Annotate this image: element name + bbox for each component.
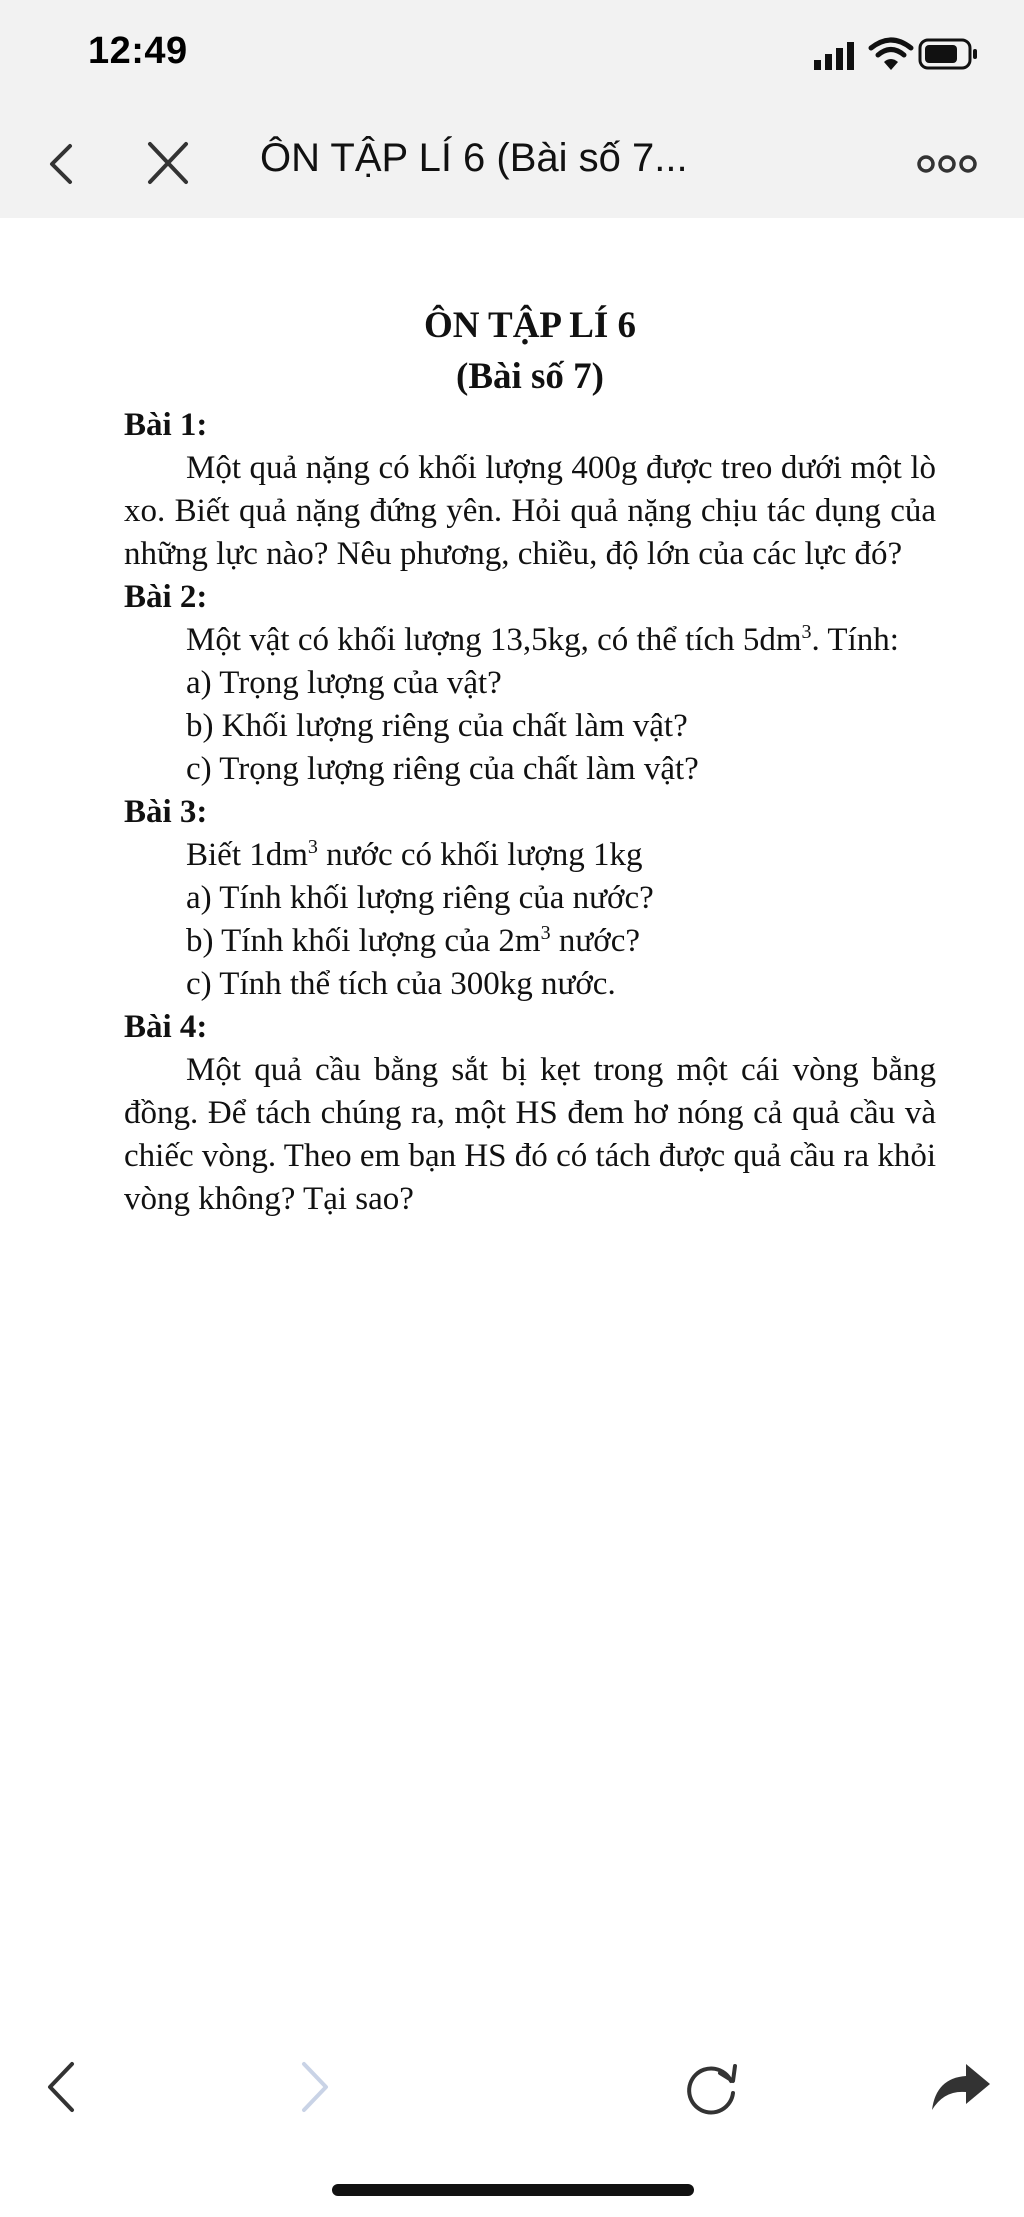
bai3-question-a: a) Tính khối lượng riêng của nước? (186, 880, 654, 916)
status-time: 12:49 (88, 30, 188, 72)
bai3-heading: Bài 3: (124, 794, 208, 830)
back-arrow-button[interactable] (28, 2056, 98, 2118)
home-indicator (332, 2184, 694, 2196)
share-icon (926, 2056, 996, 2118)
signal-icon (812, 40, 862, 72)
status-icons (772, 34, 972, 74)
bai3-b-before: b) Tính khối lượng của 2m (186, 923, 541, 959)
reload-icon (678, 2056, 748, 2118)
document-body (124, 300, 936, 1221)
bai2-sup: 3 (801, 621, 812, 643)
bai3-intro-before: Biết 1dm (186, 837, 308, 873)
bai3-b-after: nước? (550, 923, 640, 959)
bai2-question-c: c) Trọng lượng riêng của chất làm vật? (186, 751, 699, 787)
bai2-question-a: a) Trọng lượng của vật? (186, 665, 502, 701)
bai2-text (124, 619, 936, 662)
bai4-heading: Bài 4: (124, 1009, 208, 1045)
nav-bar (0, 110, 1024, 218)
bai4-text: Một quả cầu bằng sắt bị kẹt trong một cái vòng bằng đồng. Để tách chúng ra, một HS đem hơ nóng cả quả cầu và chiếc vòng. Theo em bạn HS đó có tách được quả cầu ra khỏi vòng không? Tại sao? (124, 1052, 936, 1217)
forward-arrow-icon (278, 2056, 348, 2118)
close-icon (138, 138, 198, 190)
status-bar (0, 0, 1024, 110)
close-button[interactable] (138, 138, 198, 190)
share-button[interactable] (926, 2056, 996, 2118)
bai3-question-c: c) Tính thể tích của 300kg nước. (186, 966, 616, 1002)
bai1-heading: Bài 1: (124, 407, 208, 443)
bai2-text-after: . Tính: (811, 622, 899, 658)
document-title: ÔN TẬP LÍ 6 (423, 305, 637, 346)
bai1-text: Một quả nặng có khối lượng 400g được treo dưới một lò xo. Biết quả nặng đứng yên. Hỏi quả nặng chịu tác dụng của những lực nào? Nêu phương, chiều, độ lớn của các lực đó? (124, 450, 936, 572)
bai3-question-b (124, 920, 936, 963)
back-button[interactable] (32, 138, 92, 190)
more-icon (914, 138, 980, 190)
forward-arrow-button[interactable] (278, 2056, 348, 2118)
wifi-icon (868, 36, 914, 72)
reload-button[interactable] (678, 2056, 748, 2118)
bai2-heading: Bài 2: (124, 579, 208, 615)
bai3-intro-after: nước có khối lượng 1kg (317, 837, 643, 873)
chevron-left-icon (32, 138, 92, 190)
bai3-b-sup: 3 (540, 922, 551, 944)
document-subtitle: (Bài số 7) (456, 356, 604, 397)
bai3-intro (124, 834, 936, 877)
page-title: ÔN TẬP LÍ 6 (Bài số 7... (260, 136, 688, 180)
bai3-intro-sup: 3 (307, 836, 318, 858)
bai2-text-before: Một vật có khối lượng 13,5kg, có thể tích 5dm (186, 622, 802, 658)
back-arrow-icon (28, 2056, 98, 2118)
bottom-toolbar (0, 2030, 1024, 2140)
battery-icon (918, 36, 980, 72)
more-button[interactable] (914, 138, 980, 190)
bai2-question-b: b) Khối lượng riêng của chất làm vật? (186, 708, 688, 744)
